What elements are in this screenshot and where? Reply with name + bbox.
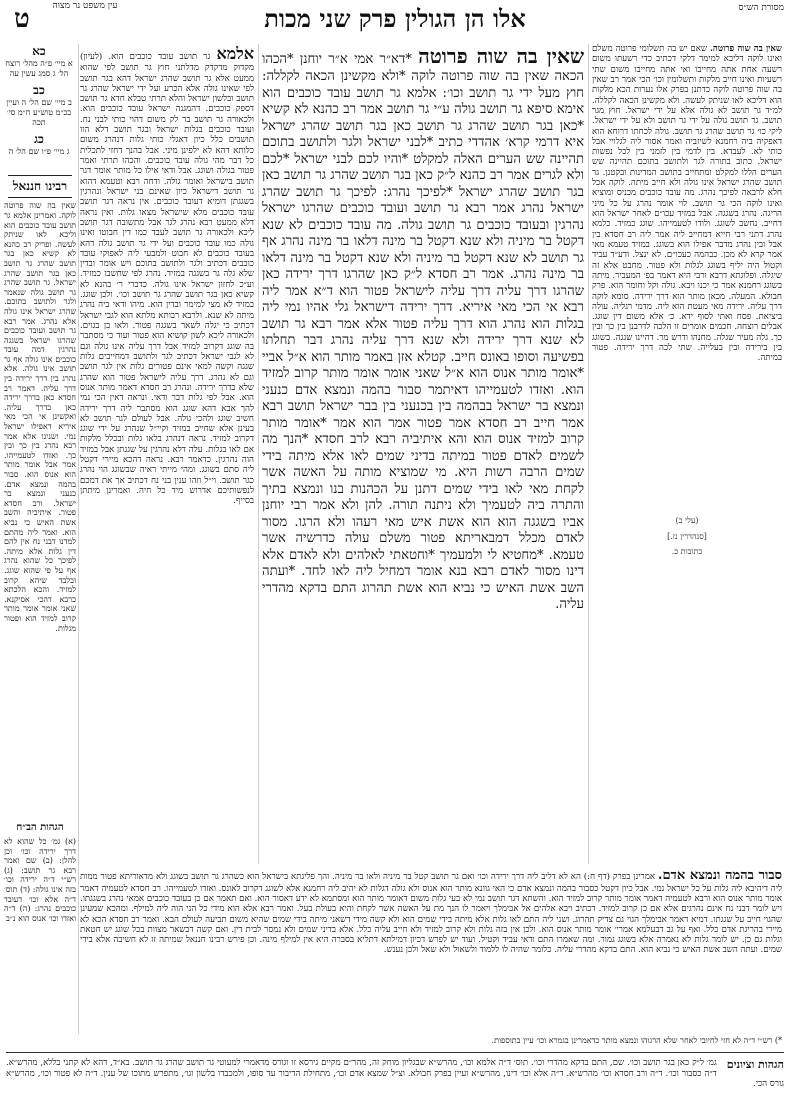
- tosafot-opening: אלמא: [216, 44, 254, 63]
- footnote-text: *) רש״י ד״ה לא חזי לחיובי לאחר שלא הרגוהו ונמצא מותר כדאמרינן בגמרא וכו׳ עיין בתוספות.: [491, 1036, 782, 1045]
- footnote: [80, 1036, 782, 1050]
- rashi-body: שאם יש בה תשלומי פרוטה משלם ואינו לוקה דליכא למימר דלקי דכתיב כדי רשעתו משום רשעה אחת אתה מחייבו ואי אתה מחייבו משום שתי רשעיות ואינו חייב מלקות ותשלומין וכו׳ הכי אמר רב שאין בה שוה פרוטה לוקה כדתנן בפרק אלו נערות הכא מלקות הוא דליכא לאו שניתק לעשה. ולא מקשינן הכאה לקללה. למ״ד גר תושב לא גולה אלא על ידי ישראל. חוץ מגר תושב. גר תושב גולה על ידי גר תושב ולא על ידי ישראל. ליקי כו׳ גר תושב שהרג גר תושב. גולה לכחתו דרוחא הוא דאפקיה ביה רחמנא לשיזביה ואמר אסור ליה לגלויי אבל כותי לא. לעבדא. בין לדמי בין לזמני בין לכל נפשות ישראל. כתוב בתורה לגר ולתושב בתוכם תהיינה שש הערים הללו למקלט ומתחייב בתושב המדינות ובקטנן. גר תושב שהרג ישראל אינו גולה ולא חייב מיתה. לוקה אכל חלא לרבאה לפיכך נהרג. מה עובד כוכבים מכניס ומוציא ואינו לוקה הכי גר תושב. לוי אומר נהרג על כל מיני הריגה. נהרג בשגגה. אבל במזיד עכו״ם לאחר ישראל הוא דחייב. נחשב לשוגג. ולודו לטעמייהו. שוגג כמזיד. כלמא נהרג דתני רבי חייא דמחייב ליה אמר ליה רב חסדא בין אבל ובין נהרג מדבר אפילו הוא בשוגג. במזיד טעמא מאי אמר קרא לא מכן. כבהמה כעכו״ם. לא ינצל. ודע״ד עביד וקטול היה יליף בשוגג לגלות ולא פטור. מחבט אלא זה שיגלה. ופלוגתא דרבא ורבי היא דאמר בפ׳ המעביר. מיתה בשוגג רחמנא אמר כי יכנו ויבא. גולה וקל וחומר הוא. פרק חבולא. המעלה. מכאן מותר הוא דרך ירידה. סומא לוקה דרך עליה. ירידה מאי מעטת הוא ליה. מדמי רגליה. עולה ביציאת. פסח ואתי לסוף ידא. כ׳ אלא משום דין שוגג. אבלים רוצחה. חכמים אומרים זו הלכה לדרבנן בין כך ובין כך. גלה מעיר שגלה. מחנהו ודרש מר. דהיינו שגגה. בשוגג בין בירידה ובין בעלייה. שתי לכה דרך ירידה. פטור במיתה.: [592, 44, 782, 364]
- margin-notes: [592, 510, 782, 610]
- gemara-text: [262, 44, 584, 864]
- hagahot-habach-title: הגהות הב״ח: [16, 822, 64, 833]
- ein-mishpat-letter: כג: [34, 132, 44, 146]
- margin-note: כתובות כ.: [671, 547, 703, 557]
- rashi-opening: שאין בה שוה פרוטה.: [709, 44, 782, 54]
- column-divider: [78, 44, 79, 1034]
- chapter-title: אלו הן הגולין פרק שני מכות: [264, 4, 526, 33]
- lower-commentary: [80, 868, 782, 1034]
- rabbenu-chananel-title: רבינו חננאל: [12, 179, 68, 193]
- column-divider: [588, 44, 589, 864]
- hagahot-vetziyunim-text: גמ׳ ל״ק כאן בגר תושב וכו׳. שם, התם בדקא מהדרי וכו׳. תוס׳ ד״ה אלמא וכו׳, מהרש״א שבגליון מוחק זה, מהר״ם מקיים גירסא זו וגורס מדאמרי למעוטי גר תושב שהרג גר תושב. בא״ד, דהא לא קתני בללא, מהרש״א. ד״ה כסבור וכו׳. ד״ה ורב חסדא וכו׳ מהרש״א. ד״ה אלא וכו׳ דינו, מהרש״א ועיין בפרק חבולא. וצ״ל שמצא אדם וכו׳, מתחילת הדיבור עד סופו, ולמכבדו בלשון וגו׳, מתפרש מתוכו של ענין. ד״ה לא פטור וכו׳, מהרש״א גורס הכי.: [6, 1058, 784, 1090]
- ein-mishpat-letter: כב: [33, 83, 45, 97]
- page-header: [0, 0, 790, 40]
- divider: [8, 175, 72, 176]
- tosafot-paragraph: [80, 44, 254, 507]
- hagahot-habach: [4, 822, 76, 1002]
- gemara-paragraph: [262, 44, 584, 614]
- page-number: ט: [14, 4, 30, 34]
- lower-commentary-paragraph: [80, 868, 782, 956]
- ein-mishpat-item: [4, 132, 74, 157]
- tosafot-commentary: [80, 44, 254, 864]
- ein-mishpat-text: א מיי׳ פ״ה מהל׳ רוצח הל׳ ג סמג עשין עה: [5, 59, 73, 78]
- divider: [6, 1052, 784, 1053]
- divider: [8, 197, 72, 198]
- lower-commentary-opening: סבור בהמה ונמצא אדם.: [657, 868, 782, 883]
- margin-note: [סנהדרין נז.]: [667, 531, 707, 541]
- rashi-text: [592, 44, 782, 364]
- ein-mishpat-text: ג מיי׳ פ״ו שם הל׳ ה: [8, 147, 70, 156]
- hagahot-habach-text: (א) גמ׳ כל שהוא לא דרך ירידה וכו׳ וכן להלן: (ב) שם ואמר רבא גר תושב: (ג) רש״י ד״ה ירידה וכו׳ בזה אינו גולה: (ד) תוס׳ ד״ה אלא וכו׳ דעובד כוכבים נהרג: (ה) ד״ה ואזדו וכו׳ אנוס הוא נ״ב: [4, 837, 76, 923]
- tosafot-body: גר תושב עובד כוכבים הוא. (לעיון) מקדוק מדקדק מדלתני חוץ גר תושב לפי שהוא ממעט אלא גר תושב שהרג ישראל דהא בגר תושב לפי שאינו גולה אלא הכרע ועל ידי ישראל שהרג גר תושב ובלשון ישראל והלא תרתי טבלא חדא גר תושב דספק כוכבים. דהמגנה ישראל עובד כוכבים הוא. ולכאורה גר תושב בר לק משום דהוי כותי לבני נח. ועובד כוכבים בגלות ישראל ובגר תושב דלא הוו תושבים כלל כיון דאגלי כותי גלות דנהרג משום כלותא דהא לא ילפינן מיני. אבל בהנך דחזי לתכלית כל דבר מהי גולה עובד כוכבים. והכהו תרתי ואמר פטור בגולה ושוגג. אבל ודאי אילו כל מותר אומר דגר תושב בישראל ואומר גולה. ודחה רבא וטעמא דהוא גר תושב דישראל כיון שאינם בני ישראל ונהרגין בשגגתן דומיא דעובד כוכבים. אין נראה דגר תושב עובד כוכבים מלא שישראל מצאו גלות. ואין נראה דלא ממעט רבא נהרג לגר אבל מתשובה דגר תושב ליכא ולכאורה גר תושב לעבד כמו דין חבוטו ואינו גולה כמו עובד כוכבים ועל ידי גר תושב גולה דהא בעובד כוכבים לא חבוט ולמבעי ליה לאפוקי עובד כוכבים דכתיב ולגר ולתושב בתוכם ויש אומר ובדין שלא גלה גר בשגגה במזיד. נהרג לפי שחשבו כמזיד. וע״כ לחזון ישראל אינו גולה. כדברי ר׳ כהנא לא קשיא כאן בגר תושב שהרג גר תושב וכו׳. ולכן שוגג. במזיד לא מצי למימר ובדין הוא. מיהו ודאי ביה נהרג מיתה לא שנא. ולרבא רבותא מלתא הוא לגבי ישראל דכתיב כי יגלה לשאר בשגגה פטור. ולאו כן בגוים. ולכאורה ליכא לשון קושיא הוא פטור ועוד כי מסתבר בה שוגג דקרוב למזיד אבל דרך עליה אינו גולה וגם לא לגבי ישראל דכתיב לגר ולתושב דמחייבים גלות שגגה וקשה למאי אינם פטורים גלות אין לגר תושב וגם לא נהרג. דרך עליה לישראל פטור הוא שהרג שלא בדרך ירידה. ונהרג רב חסדא דאמר מותר אנוס הוא. אבל לפי גלות דבר ודאי. ונראה דאין הכי נמי להך אבא דהא שוגג הוא מסתבר ליה דרך ירידה חשיב שוגג ולהכי גולה. אבל לעולם לגר תושב לא בעינן אלא שחייב במזיד וקיי״ל שנהרג על ידי שוגג דקרוב למזיד. נראה דנהרג בלאו גלות ובכלל מלקות אם לאו בגלות. עלה דלא נהרגין על שגגתן אבל במזיד הוה נהרגין. כדאמר רבא. נראה דהכא מיירי דקטל ליה סתם בשוגג. ומהי מייתי ראיה שבשוגג הוי נהרג כגר תושב. וי״ל וזהו ענין בני נח דכתיב אך את דמכם לנפשותיכם אדרוש מיד כל חיה. ואמרינן מיתתן בסייף.: [80, 52, 254, 507]
- rabbenu-chananel-text: שאין בה שוה פרוטה לוקה. ואמרינן אלמא גר תושב עובד כוכבים הוא וליכא לאו שניתק לעשה. ופריק רב כהנא לא קשיא כאן בגר תושב שהרג גר תושב כאן בגר תושב שהרג ישראל. גר תושב שהרג גר תושב גולה שנאמר ולגר ולתושב בתוכם. שהרג ישראל אינו גולה אלא נהרג. אמר רבא גר תושב ועובד כוכבים שהרגו ישראל בשגגה נהרגין דמה עובד כוכבים אינו גולה אף גר תושב אינו גולה. אלא נהרג בין דרך ירידה בין דרך עליה. דאמר רב חסדא כאן בדרך ירידה כאן בדרך עליה. ואקשינן אי הכי מאי איריא דאפילו ישראל נמי. ושנינו אלא אמר רבא נהרג בין כך ובין כך. ואזדו לטעמייהו. אמר אבל אומר מותר הוא אנוס הוא. סבור בהמה ונמצא אדם. כנעני ונמצא בר ישראל. ורב חסדא פטור. איתיביה והשב אשת האיש כי נביא הוא. ואמר ליה מהתם למדנו דבני נח אין להם דין גלות אלא מיתה. לפיכך כל שהוא נהרג אף על פי שהוא שוגג. ובלבד שיהא קרוב למזיד. והכא הלכתא כרבא דהכי אסיקנא. שאני אומר אומר מותר קרוב למזיד הוא ופטור מגלות.: [4, 201, 76, 633]
- margin-note: (עלי ב): [675, 516, 699, 525]
- gemara-body: *דא״ר אמי א״ר יוחנן *הכהו הכאה שאין בה שוה פרוטה לוקה *ולא מקשינן הכאה לקללה: חוץ מעל ידי גר תושב וכו׳: אלמא גר תושב עובד כוכבים הוא אימא סיפא גר תושב גולה ע״י גר תושב אמר רב כהנא לא קשיא *כאן בגר תושב שהרג גר תושב כאן בגר תושב שהרג ישראל איא דרמי קרא׳ אהדדי כתיב *לבני ישראל ולגר ולתושב בתוכם תהיינה שש הערים האלה למקלט *והיו לכם לבני ישראל *לכם ולא לגרים אמר רב כהנא ל״ק כאן בגר תושב שהרג גר תושב כאן בגר תושב שהרג ישראל *לפיכך נהרג: לפיכך גר תושב שהרג ישראל נהרג אמר רבא גר תושב ועובד כוכבים שהרגו ישראל נהרגין ובעובד כוכבים גר תושב גולה. מה עובד כוכבים לא שנא דקטל בר מיניה ולא שנא דקטל בר מינה דלאו בר מינה נהרג אף גר תושב לא שנא דקטל בר מיניה ולא שנא דקטל בר מינה דלאו בר מינה נהרג. אמר רב חסדא ל״ק כאן שהרגו דרך ירידה כאן שהרגו דרך עליה דרך עליה לישראל פטור הוא ד״א אמר ליה רבא אי הכי מאי איריא. דרך ירידה דישראל גלי אהיו נמי ליה בגלות הוא נהרג הוא דרך עליה פטור אלא אמר רבא גר תושב לא שנא דרך ירידה ולא שנא דרך עליה נהרג דבר תחלתו בפשיעה וסופו באונס חייב. קטלא אזן באמר מותר הוא א״ל אביי *אומר מותר אנוס הוא א״ל שאני אומר אומר מותר קרוב למזיד הוא. ואזדו לטעמייהו דאיתמר סבור בהמה ונמצא אדם כנעני ונמצא בר ישראל בבהמה בין בכנעני בין בבר ישראל תושב רבא אמר חייב רב חסדא אמר פטור אמר הוא אמר *אומר מותר קרוב למזיד אנוס הוא והא איתיביה רבא לרב חסדא *הנך מה לשמים לאדם פטור במיתה בדיני שמים לאו אלא מיתה בידי שמים הרבה רשות היא. מי שמוציא מותה על האשה אשר לקחת מאי לאו בידי שמים דתנן על הכהנות בנו ונמצא בתיך והתרה ביה לטעמיך ולא ניתנה תורה. להן ולא אמר רבי יוחנן אביו בשגגה הוא הוא אשת איש מאי רעהו ולא הרגו. מסור לאדם מכלל דמבאריתא פטור משלם עולה כדרשיה אשר טעמא. *מחטיא לי ולמעמיך *וחטאתי לאלהים ולא לאדם אלא דינו מסור לאדם רבא בנא אומר דמחיל ליה לאו לחד. *ועתה השב אשת האיש כי נביא הוא אשת תהרוג התם בדקא מהדרי עליה.: [262, 52, 584, 612]
- ein-mishpat-item: [4, 44, 74, 79]
- hagahot-vetziyunim: [6, 1058, 784, 1106]
- ein-mishpat-item: [4, 83, 74, 128]
- rabbenu-chananel: [4, 172, 76, 812]
- masoret-hashas-label: מסורת הש״ס: [738, 3, 784, 13]
- lower-commentary-body: אמרינן בפרק (דף ח:) הא לא דליב ליה דרך ירידה וכו׳ ואם גר תושב קטל בר מיניה ולאו בר מיניה. והך פליגתא בישראל הוא כשהרג גר תושב בשוגג ולא מדאוריתא פטור ממות ליה דיהיבא ליה גלות על כל ישראל נמי. אבל כיון דקטל כסבור בהמה ונמצא אדם כי האי גוונא מותר הוא אנוס ולא גולה דגלות לא יהיב ליה רחמנא אלא לשוגג דקרוב לאונס. ואזדו לטעמייהו. רב חסדא לטעמיה דאמר אומר מותר אנוס הוא ורבא לטעמיה דאמר אומר מותר קרוב למזיד הוא. והשתא דגר תושב נמי לא בעי גלות משום דאומר מותר הוא ומסתמא לא ידע דאסור הוא. ואם תאמר אם כן בעובד כוכבים אמאי נהרג בשגגתו. ויש לומר דבני נח אינם נהרגים אלא אם כן קרוב למזיד. דכתיב ויבא אלהים אל אבימלך ויאמר לו הנך מת על האשה אשר לקחת והיא בעולת בעל. ואמר רבא אלא הוא מידי כל הני הוה ליה למילף. ומהכא שמעינן שהגוי חייב על שגגתו. דמיא דאמר אבימלך הגוי גם צדיק תהרוג. ושני ליה התם לאו גלות אלא מיתה בידי שמים הוא ולא קשה מידי דשאני מיתה בידי שמים שהיא משום תביעה לעולם הבא. ואמר רב חסדא הכא לא מיירי בהריגת אדם כלל. ואף על גב דבעלמא אמרי׳ אומר מותר אנוס הוא. ולכן אין בזה גלות ולא קרוב למזיד ולא חייב עליה כלל. אלא בדיני שמים ולא נמסר לבית דין. ואם קשה דבשאר מצוות בכל שוגג יש חטאת וגלות גם כן. יש לומר גלות לא נאמרה אלא בשוגג גמור. ומה שאמרו התם ודאי עביד וקטיל. ועוד יש לפרש דכיון דמילתא דתליא בסברה היא אין למילף מינה. וכן פירש רבינו חננאל שמיתה זו לא חשיבה אלא בידי שמים. ועתה השב אשת האיש כי נביא הוא. התם בדקא מהדרי עליה. כלומר שהיה לו ללמוד ולשאול ולא שאל ולכן נענש.: [80, 872, 782, 956]
- rashi-commentary: [592, 44, 782, 504]
- ein-mishpat-text: ב מיי׳ שם הל׳ ה ועיין בכ״מ טוש״ע ח״מ סי׳ תכה: [6, 98, 72, 127]
- gemara-opening: שאין בה שוה פרוטה: [418, 44, 584, 68]
- column-divider: [258, 44, 259, 864]
- ein-mishpat-label: עין משפט נר מצוה: [52, 1, 118, 11]
- hagahot-vetziyunim-title: הגהות וציונים: [726, 1058, 784, 1071]
- ein-mishpat-letter: כא: [32, 44, 46, 58]
- ein-mishpat: [4, 44, 74, 164]
